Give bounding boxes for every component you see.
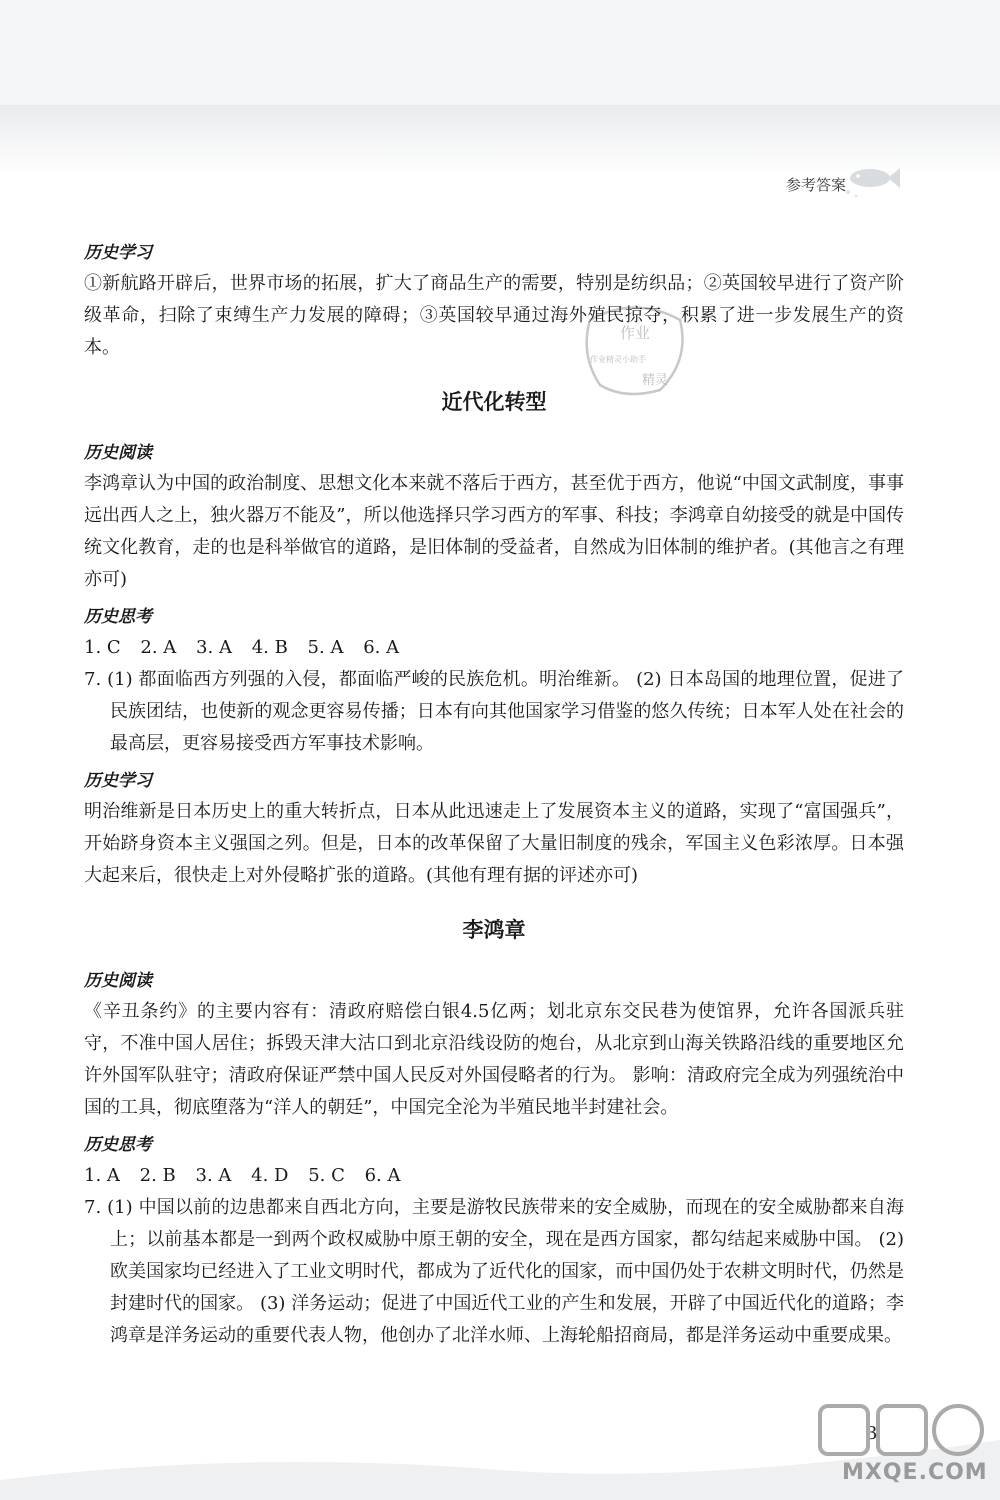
answer-item: 6. A: [363, 637, 400, 658]
answer-item: 3. A: [195, 1165, 232, 1186]
section-title-modernization: 近代化转型: [441, 390, 547, 414]
paragraph-industrial-revolution: ①新航路开辟后，世界市场的拓展，扩大了商品生产的需要，特别是纺织品；②英国较早进行了资产阶级革命，扫除了束缚生产力发展的障碍；③英国较早通过海外殖民掠夺，积累了进一步发展生产的资本。: [84, 273, 904, 358]
label-history-reading: 历史阅读: [84, 971, 152, 991]
watermark-text: MXQE.COM: [842, 1460, 988, 1485]
label-history-thinking: 历史思考: [84, 607, 152, 627]
answer-item: 5. A: [307, 637, 344, 658]
page-number: 3: [866, 1423, 878, 1444]
question-7-answer: 7. (1) 中国以前的边患都来自西北方向，主要是游牧民族带来的安全威胁，而现在的安全威胁都来自海上；以前基本都是一到两个政权威胁中原王朝的安全，现在是西方国家，都勾结起来威胁中国。 (2) 欧美国家均已经进入了工业文明时代，都成为了近代化的国家，而中国仍处于农耕文明时代，仍然是封建时代的国家。 (3) 洋务运动；促进了中国近代工业的产生和发展，开辟了中国近代化的道路；李鸿章是洋务运动的重要代表人物，他创办了北洋水师、上海轮船招商局，都是洋务运动中重要成果。: [84, 1197, 904, 1346]
svg-text:作业精灵小助手: 作业精灵小助手: [590, 355, 646, 364]
answer-item: 2. A: [140, 637, 177, 658]
header-label: 参考答案: [786, 176, 847, 194]
answer-item: 2. B: [139, 1165, 176, 1186]
label-history-study: 历史学习: [84, 243, 152, 263]
answer-item: 6. A: [364, 1165, 401, 1186]
choice-answers: [84, 1160, 904, 1192]
section-title-li-hongzhang: 李鸿章: [462, 918, 526, 942]
answer-content: [84, 232, 904, 1352]
svg-text:作业: 作业: [620, 324, 651, 342]
answer-item: 3. A: [196, 637, 232, 658]
label-history-reading: 历史阅读: [84, 443, 152, 463]
paragraph-li-hongzhang-view: 李鸿章认为中国的政治制度、思想文化本来就不落后于西方，甚至优于西方，他说“中国文武制度，事事远出西人之上，独火器万不能及”，所以他选择只学习西方的军事、科技；李鸿章自幼接受的就是中国传统文化教育，走的也是科举做官的道路，是旧体制的受益者，自然成为旧体制的维护者。(其他言之有理亦可): [84, 473, 904, 590]
answer-item: 4. B: [251, 637, 288, 658]
answer-item: 1. C: [84, 637, 121, 658]
choice-answers: [84, 632, 904, 664]
paragraph-xinchou-treaty: 《辛丑条约》的主要内容有：清政府赔偿白银4.5亿两；划北京东交民巷为使馆界，允许各国派兵驻守，不准中国人居住；拆毁天津大沽口到北京沿线设防的炮台，从北京到山海关铁路沿线的重要地区允许外国军队驻守；清政府保证严禁中国人民反对外国侵略者的行为。 影响：清政府完全成为列强统治中国的工具，彻底堕落为“洋人的朝廷”，中国完全沦为半殖民地半封建社会。: [84, 1001, 904, 1118]
paragraph-meiji-restoration: 明治维新是日本历史上的重大转折点，日本从此迅速走上了发展资本主义的道路，实现了“富国强兵”，开始跻身资本主义强国之列。但是，日本的改革保留了大量旧制度的残余，军国主义色彩浓厚。日本强大起来后，很快走上对外侵略扩张的道路。(其他有理有据的评述亦可): [84, 801, 904, 886]
fish-icon: [842, 160, 902, 200]
answer-item: 1. A: [84, 1165, 120, 1186]
answer-item: 5. C: [308, 1165, 345, 1186]
top-band: [0, 0, 1000, 105]
svg-text:精灵: 精灵: [642, 373, 669, 388]
label-history-thinking: 历史思考: [84, 1135, 152, 1155]
question-7-answer: 7. (1) 都面临西方列强的入侵，都面临严峻的民族危机。明治维新。 (2) 日本岛国的地理位置，促进了民族团结，也使新的观念更容易传播；日本有向其他国家学习借鉴的悠久传统；日本军人处在社会的最高层，更容易接受西方军事技术影响。: [84, 669, 904, 754]
label-history-study: 历史学习: [84, 771, 152, 791]
answer-item: 4. D: [251, 1165, 289, 1186]
